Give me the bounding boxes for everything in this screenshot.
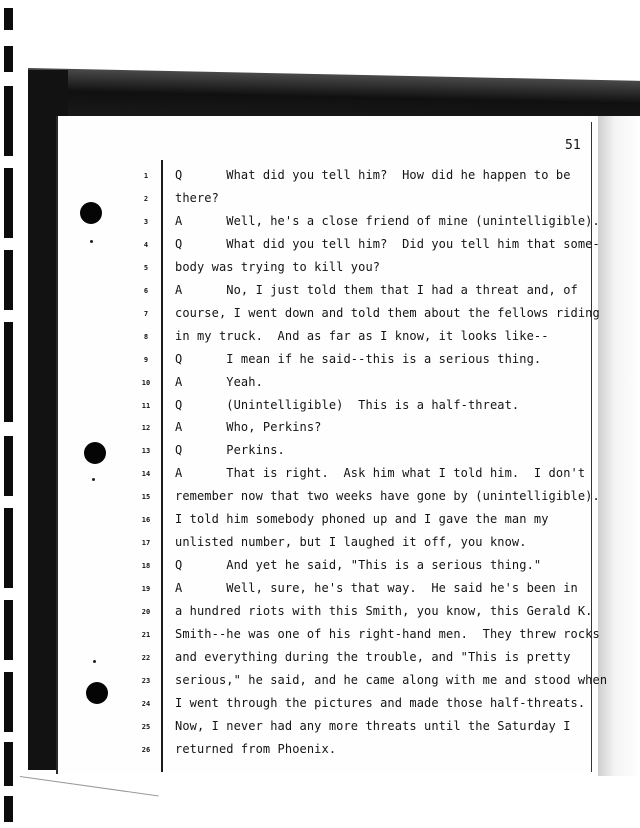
film-mark	[4, 46, 13, 72]
line-number: 3	[143, 217, 149, 226]
transcript-line: course, I went down and told them about the fellows riding	[175, 305, 600, 320]
line-number: 4	[143, 240, 149, 249]
punch-hole	[80, 202, 102, 224]
film-mark	[4, 86, 13, 156]
line-number: 10	[141, 378, 151, 387]
line-number: 9	[143, 355, 149, 364]
film-mark	[4, 742, 13, 786]
punch-hole	[86, 682, 108, 704]
line-number: 21	[141, 631, 151, 639]
film-mark	[4, 436, 13, 496]
line-number: 26	[141, 745, 151, 754]
line-number: 25	[141, 722, 151, 731]
transcript-line: Now, I never had any more threats until the Saturday I	[175, 718, 571, 733]
page-number: 51	[565, 138, 581, 153]
line-number: 1	[143, 172, 149, 180]
film-mark	[4, 322, 13, 422]
transcript-line: I told him somebody phoned up and I gave the man my	[175, 512, 549, 527]
transcript-line: remember now that two weeks have gone by (unintelligible).	[175, 489, 600, 504]
transcript-line: Q Perkins.	[175, 443, 285, 458]
line-number: 18	[141, 562, 151, 571]
film-mark	[4, 672, 13, 732]
line-number: 6	[143, 286, 149, 295]
transcript-line: Q I mean if he said--this is a serious thing.	[175, 351, 542, 366]
transcript-line: in my truck. And as far as I know, it looks like--	[175, 328, 549, 343]
page-curl-edge	[17, 776, 159, 816]
transcript-line: A Well, he's a close friend of mine (unintelligible).	[175, 213, 600, 228]
line-number: 17	[141, 539, 151, 548]
film-mark	[4, 600, 13, 660]
line-number: 12	[141, 424, 151, 433]
transcript-line: body was trying to kill you?	[175, 259, 381, 274]
transcript-line: A Who, Perkins?	[175, 420, 322, 435]
line-number-margin-rule	[161, 160, 163, 772]
transcript-line: there?	[175, 190, 219, 205]
line-number: 13	[141, 447, 151, 456]
scan-speck	[90, 240, 93, 243]
line-number: 5	[143, 263, 149, 272]
film-mark	[4, 8, 13, 30]
scan-speck	[93, 660, 96, 663]
line-number: 23	[141, 676, 151, 685]
line-number: 24	[141, 699, 151, 708]
line-number: 2	[143, 194, 149, 203]
transcript-line: and everything during the trouble, and "This is pretty	[175, 649, 571, 664]
line-number: 15	[141, 493, 151, 502]
scan-speck	[92, 478, 95, 481]
transcript-line: A No, I just told them that I had a threat and, of	[175, 282, 578, 297]
transcript-line: Q What did you tell him? Did you tell him that some-	[175, 236, 600, 251]
film-edge-strip	[0, 0, 16, 828]
transcript-line: unlisted number, but I laughed it off, you know.	[175, 535, 527, 550]
film-mark	[4, 508, 13, 588]
line-number: 14	[141, 470, 151, 479]
line-number: 7	[143, 309, 149, 318]
transcript-line: returned from Phoenix.	[175, 741, 337, 756]
line-number: 22	[141, 653, 151, 662]
line-number: 8	[143, 332, 149, 341]
film-mark	[4, 250, 13, 310]
transcript-line: A Well, sure, he's that way. He said he's been in	[175, 581, 578, 596]
transcript-line: Smith--he was one of his right-hand men. They threw rocks	[175, 627, 600, 641]
transcript-line: a hundred riots with this Smith, you know, this Gerald K.	[175, 604, 593, 619]
line-number: 19	[141, 585, 151, 594]
film-mark	[4, 796, 13, 822]
punch-hole	[84, 442, 106, 464]
line-number: 16	[141, 516, 151, 525]
transcript-line: Q What did you tell him? How did he happen to be	[175, 168, 571, 182]
line-number: 11	[141, 401, 151, 410]
transcript-line: I went through the pictures and made those half-threats.	[175, 695, 586, 710]
transcript-line: Q (Unintelligible) This is a half-threat.	[175, 397, 520, 412]
transcript-line: A That is right. Ask him what I told him. I don't	[175, 466, 586, 481]
transcript-line: Q And yet he said, "This is a serious thing."	[175, 558, 542, 573]
transcript-line: serious," he said, and he came along with me and stood when	[175, 672, 608, 687]
film-mark	[4, 168, 13, 238]
transcript-line: A Yeah.	[175, 374, 263, 389]
line-number: 20	[141, 608, 151, 617]
